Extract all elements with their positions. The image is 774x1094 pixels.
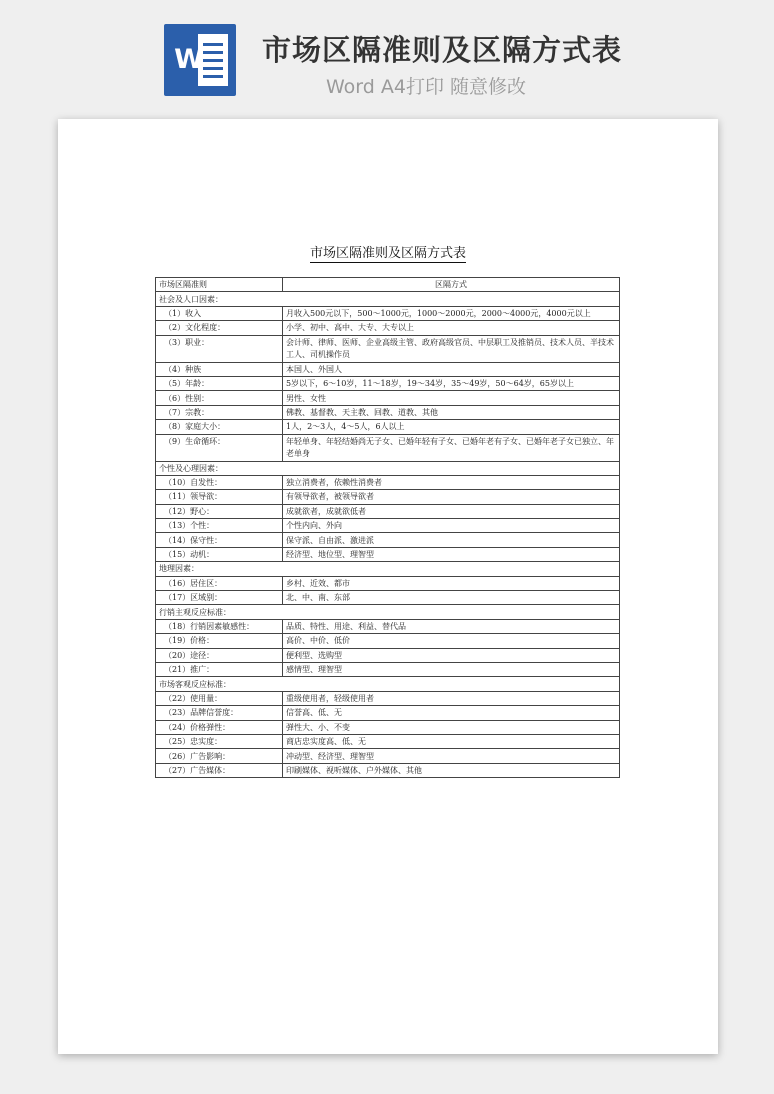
method-value: 会计师、律师、医师、企业高级主管、政府高级官员、中层职工及推销员、技术人员、半技术工人、司机操作员 <box>283 335 620 362</box>
criteria-label: （2）文化程度： <box>156 321 283 335</box>
document-title-text: 市场区隔准则及区隔方式表 <box>309 246 466 261</box>
table-row <box>156 306 620 320</box>
section-label: 市场客观反应标准： <box>156 677 620 691</box>
table-row <box>156 533 620 547</box>
table-row <box>156 362 620 376</box>
method-value: 北、中、南、东部 <box>283 591 620 605</box>
table-row <box>156 376 620 390</box>
criteria-label: （6）性别： <box>156 391 283 405</box>
document-title <box>58 242 718 261</box>
criteria-label: （3）职业： <box>156 335 283 362</box>
section-label: 个性及心理因素： <box>156 461 620 475</box>
table-row <box>156 720 620 734</box>
method-value: 个性内向、外向 <box>283 519 620 533</box>
criteria-label: （10）自发性： <box>156 475 283 489</box>
criteria-label: （23）品牌信誉度： <box>156 706 283 720</box>
criteria-label: （8）家庭大小： <box>156 420 283 434</box>
banner-title: 市场区隔准则及区隔方式表 <box>262 33 623 67</box>
table-row <box>156 691 620 705</box>
table-header-row <box>156 278 620 292</box>
method-value: 男性、女性 <box>283 391 620 405</box>
table-row <box>156 335 620 362</box>
method-value: 商店忠实度高、低、无 <box>283 734 620 748</box>
table-row <box>156 475 620 489</box>
criteria-label: （16）居住区： <box>156 576 283 590</box>
table-row <box>156 706 620 720</box>
criteria-label: （14）保守性： <box>156 533 283 547</box>
table-row <box>156 504 620 518</box>
method-value: 本国人、外国人 <box>283 362 620 376</box>
table-row <box>156 547 620 561</box>
method-value: 印刷媒体、视听媒体、户外媒体、其他 <box>283 763 620 777</box>
table-row <box>156 391 620 405</box>
table-row <box>156 763 620 777</box>
header-criteria: 市场区隔准则 <box>156 278 283 292</box>
method-value: 年轻单身、年轻结婚尚无子女、已婚年轻有子女、已婚年老有子女、已婚年老子女已独立、年老单身 <box>283 434 620 461</box>
banner-subtitle: Word A4打印 随意修改 <box>326 76 527 98</box>
criteria-label: （4）种族 <box>156 362 283 376</box>
table-row <box>156 519 620 533</box>
method-value: 月收入500元以下，500～1000元，1000～2000元，2000～4000元，4000元以上 <box>283 306 620 320</box>
method-value: 乡村、近效、都市 <box>283 576 620 590</box>
banner <box>0 0 774 110</box>
table-row <box>156 662 620 676</box>
method-value: 小学、初中、高中、大专、大专以上 <box>283 321 620 335</box>
criteria-label: （15）动机： <box>156 547 283 561</box>
criteria-label: （22）使用量： <box>156 691 283 705</box>
table-section-row <box>156 461 620 475</box>
method-value: 便利型、选购型 <box>283 648 620 662</box>
method-value: 成就欲者，成就欲低者 <box>283 504 620 518</box>
criteria-label: （11）领导欲： <box>156 490 283 504</box>
criteria-label: （27）广告媒体： <box>156 763 283 777</box>
table-row <box>156 490 620 504</box>
criteria-label: （13）个性： <box>156 519 283 533</box>
icon-letter: W <box>174 44 204 75</box>
method-value: 品质、特性、用途、利益、替代品 <box>283 619 620 633</box>
table-section-row <box>156 562 620 576</box>
criteria-label: （24）价格弹性： <box>156 720 283 734</box>
criteria-label: （21）推广： <box>156 662 283 676</box>
method-value: 重级使用者，轻级使用者 <box>283 691 620 705</box>
method-value: 独立消费者，依赖性消费者 <box>283 475 620 489</box>
method-value: 信誉高、低、无 <box>283 706 620 720</box>
table-row <box>156 749 620 763</box>
criteria-label: （19）价格： <box>156 634 283 648</box>
table-row <box>156 405 620 419</box>
table-row <box>156 420 620 434</box>
section-label: 行销主观反应标准： <box>156 605 620 619</box>
table-row <box>156 576 620 590</box>
method-value: 保守派、自由派、激进派 <box>283 533 620 547</box>
criteria-label: （9）生命循环： <box>156 434 283 461</box>
criteria-label: （18）行销因素敏感性： <box>156 619 283 633</box>
criteria-label: （7）宗教： <box>156 405 283 419</box>
table-row <box>156 321 620 335</box>
criteria-label: （1）收入 <box>156 306 283 320</box>
criteria-label: （25）忠实度： <box>156 734 283 748</box>
table-row <box>156 734 620 748</box>
table-row <box>156 634 620 648</box>
criteria-label: （5）年龄： <box>156 376 283 390</box>
criteria-label: （17）区域别： <box>156 591 283 605</box>
table-section-row <box>156 677 620 691</box>
method-value: 经济型、地位型、理智型 <box>283 547 620 561</box>
table-row <box>156 648 620 662</box>
segmentation-table <box>155 277 620 778</box>
table-body <box>156 278 620 778</box>
document-page <box>58 119 718 1054</box>
word-document-icon <box>164 24 236 96</box>
method-value: 冲动型、经济型、理智型 <box>283 749 620 763</box>
table-section-row <box>156 605 620 619</box>
criteria-label: （12）野心： <box>156 504 283 518</box>
section-label: 社会及人口因素： <box>156 292 620 306</box>
method-value: 佛教、基督教、天主教、回教、道教、其他 <box>283 405 620 419</box>
header-method: 区隔方式 <box>283 278 620 292</box>
method-value: 感情型、理智型 <box>283 662 620 676</box>
method-value: 5岁以下，6～10岁，11～18岁，19～34岁，35～49岁，50～64岁，65岁以上 <box>283 376 620 390</box>
method-value: 弹性大、小、不变 <box>283 720 620 734</box>
method-value: 有领导欲者，被领导欲者 <box>283 490 620 504</box>
table-row <box>156 591 620 605</box>
section-label: 地理因素： <box>156 562 620 576</box>
criteria-label: （20）途径： <box>156 648 283 662</box>
table-section-row <box>156 292 620 306</box>
method-value: 1人，2～3人，4～5人，6人以上 <box>283 420 620 434</box>
method-value: 高价、中价、低价 <box>283 634 620 648</box>
table-row <box>156 434 620 461</box>
table-row <box>156 619 620 633</box>
criteria-label: （26）广告影响： <box>156 749 283 763</box>
